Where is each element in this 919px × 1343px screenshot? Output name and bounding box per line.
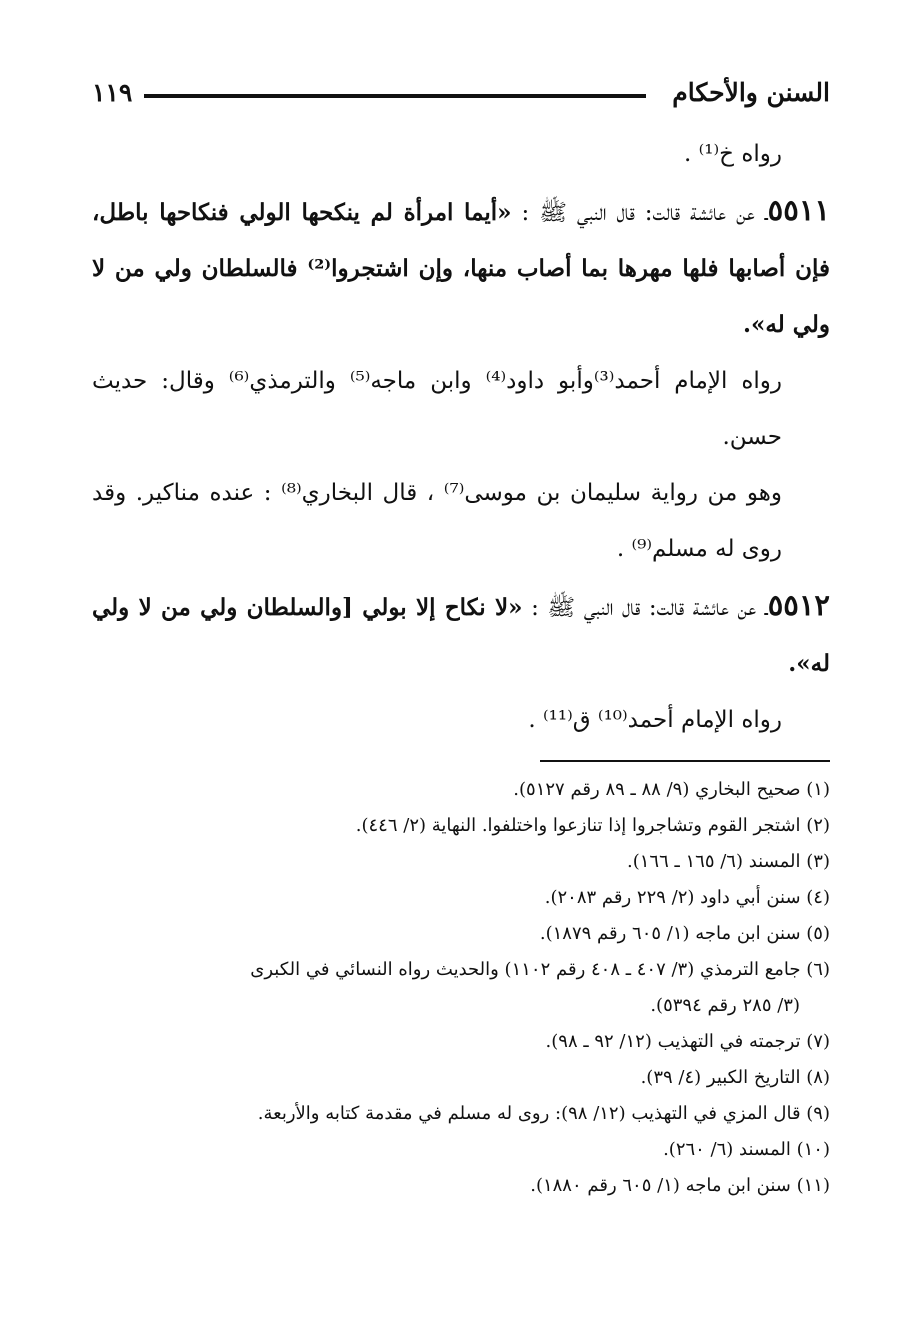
running-title: السنن والأحكام — [672, 78, 830, 107]
hadith-5511 — [92, 182, 830, 353]
hadith-quote: «أيما امرأة لم ينكحها الولي فنكاحها باطل، فإن أصابها فلها مهرها بما أصاب منها، وإن اشتجروا⁽²⁾ فالسلطان ولي من لا ولي له». — [92, 199, 830, 338]
hadith-number: ٥٥١٢ — [767, 588, 830, 622]
hadith-number: ٥٥١١ — [767, 193, 830, 227]
footnote-9: (٩) قال المزي في التهذيب (١٢/ ٩٨): روى له مسلم في مقدمة كتابه والأربعة. — [257, 1103, 830, 1124]
footnote-5: (٥) سنن ابن ماجه (١/ ٦٠٥ رقم ١٨٧٩). — [539, 923, 830, 944]
hadith-intro: ـ عن عائشة قالت: قال النبي ﷺ : — [522, 595, 768, 621]
footnote-1: (١) صحيح البخاري (٩/ ٨٨ ـ ٨٩ رقم ٥١٢٧). — [513, 779, 830, 800]
footnote-11: (١١) سنن ابن ماجه (١/ ٦٠٥ رقم ١٨٨٠). — [530, 1175, 830, 1196]
page-number: ١١٩ — [92, 78, 133, 107]
hadith-quote: «لا نكاح إلا بولي [والسلطان ولي من لا ولي له». — [92, 594, 830, 677]
header-rule — [144, 94, 646, 98]
narration-paragraph: رواه الإمام أحمد⁽³⁾وأبو داود⁽⁴⁾ وابن ماجه⁽⁵⁾ والترمذي⁽⁶⁾ وقال: حديث حسن. — [92, 368, 783, 450]
narration-line: رواه الإمام أحمد⁽¹⁰⁾ ق⁽¹¹⁾ . — [528, 707, 782, 733]
page-header — [92, 78, 830, 118]
footnote-7: (٧) ترجمته في التهذيب (١٢/ ٩٢ ـ ٩٨). — [545, 1031, 830, 1052]
hadith-5512 — [92, 577, 830, 692]
footnote-8: (٨) التاريخ الكبير (٤/ ٣٩). — [640, 1067, 830, 1088]
footnote-rule — [540, 760, 830, 762]
footnote-2: (٢) اشتجر القوم وتشاجروا إذا تنازعوا واختلفوا. النهاية (٢/ ٤٤٦). — [355, 815, 830, 836]
footnote-10: (١٠) المسند (٦/ ٢٦٠). — [663, 1139, 830, 1160]
footnote-6: (٦) جامع الترمذي (٣/ ٤٠٧ ـ ٤٠٨ رقم ١١٠٢) والحديث رواه النسائي في الكبرى — [250, 959, 830, 980]
narration-line: رواه خ⁽¹⁾ . — [684, 141, 782, 167]
main-text — [92, 126, 830, 748]
footnote-3: (٣) المسند (٦/ ١٦٥ ـ ١٦٦). — [627, 851, 830, 872]
footnote-4: (٤) سنن أبي داود (٢/ ٢٢٩ رقم ٢٠٨٣). — [544, 887, 830, 908]
hadith-intro: ـ عن عائشة قالت: قال النبي ﷺ : — [511, 200, 768, 226]
footnote-list — [92, 772, 830, 1204]
footnote-6-continuation: (٣/ ٢٨٥ رقم ٥٣٩٤). — [650, 995, 800, 1016]
commentary-paragraph: وهو من رواية سليمان بن موسى⁽⁷⁾ ، قال البخاري⁽⁸⁾ : عنده مناكير. وقد روى له مسلم⁽⁹⁾ . — [92, 480, 783, 562]
